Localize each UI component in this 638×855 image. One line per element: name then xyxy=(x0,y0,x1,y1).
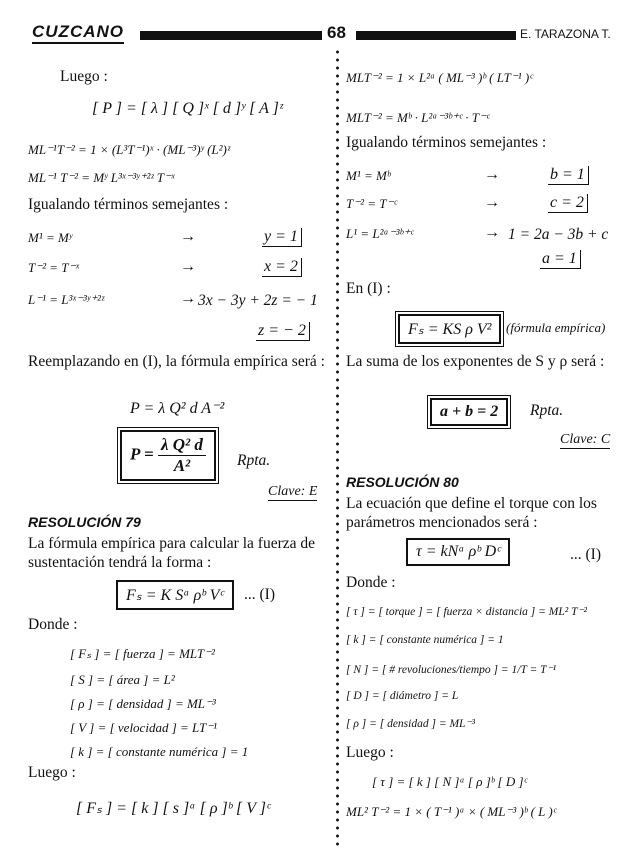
r-row-m-lhs: M¹ = Mᵇ xyxy=(346,168,391,183)
a-result: a = 1 xyxy=(540,250,581,269)
b-result: b = 1 xyxy=(548,166,589,185)
fs-result-box: Fₛ = KS ρ V² xyxy=(398,314,501,344)
r-l-equation: 1 = 2a − 3b + c xyxy=(508,226,609,243)
header-bar-left xyxy=(140,31,322,40)
en-i-label: En (I) : xyxy=(346,280,391,297)
row-m-lhs: M¹ = Mʸ xyxy=(28,230,73,245)
def-n: [ N ] = [ # revoluciones/tiempo ] = 1/T = T⁻¹ xyxy=(346,664,557,676)
r-row-l-lhs: L¹ = L²ᵃ⁻³ᵇ⁺ᶜ xyxy=(346,226,414,241)
formula-label: ... (I) xyxy=(244,586,275,603)
r-eq1: MLT⁻² = 1 × L²ᵃ ( ML⁻³ )ᵇ ( LT⁻¹ )ᶜ xyxy=(346,70,533,85)
x-result: x = 2 xyxy=(262,258,302,277)
row-t-lhs: T⁻² = T⁻ˣ xyxy=(28,260,80,275)
reemplazando-text: Reemplazando en (I), la fórmula empírica será : xyxy=(28,353,325,370)
clave-c: Clave: C xyxy=(560,432,611,447)
r-eq2: MLT⁻² = Mᵇ · L²ᵃ⁻³ᵇ⁺ᶜ · T⁻ᶜ xyxy=(346,110,490,125)
tau-dim-equation: [ τ ] = [ k ] [ N ]ᵃ [ ρ ]ᵇ [ D ]ᶜ xyxy=(372,774,527,789)
ab-result-box: a + b = 2 xyxy=(430,398,508,426)
r-row-t-lhs: T⁻² = T⁻ᶜ xyxy=(346,196,397,211)
arrow-icon: → xyxy=(180,258,196,275)
suma-text: La suma de los exponentes de S y ρ será : xyxy=(346,353,605,370)
y-result: y = 1 xyxy=(262,228,302,247)
def-v: [ V ] = [ velocidad ] = LT⁻¹ xyxy=(70,720,217,735)
z-result: z = − 2 xyxy=(256,322,310,341)
row-l-lhs: L⁻¹ = L³ˣ⁻³ʸ⁺²ᶻ xyxy=(28,292,105,307)
def-s: [ S ] = [ área ] = L² xyxy=(70,672,175,687)
p-lhs: P = xyxy=(130,444,154,464)
arrow-icon: → xyxy=(484,166,500,183)
resolucion-79-title: RESOLUCIÓN 79 xyxy=(28,514,141,530)
def-fs: [ Fₛ ] = [ fuerza ] = MLT⁻² xyxy=(70,646,215,661)
p-denominator: A² xyxy=(173,456,191,475)
resolucion-80-text: La ecuación que define el torque con los parámetros mencionados será : xyxy=(346,495,597,531)
p-result-box xyxy=(120,430,216,481)
formula-box: Fₛ = K Sᵃ ρᵇ Vᶜ xyxy=(116,580,234,610)
igualando-label: Igualando términos semejantes : xyxy=(28,196,229,213)
fs-note: (fórmula empírica) xyxy=(506,320,606,335)
def-k: [ k ] = [ constante numérica ] = 1 xyxy=(70,744,249,759)
dim-substitution: ML⁻¹T⁻² = 1 × (L³T⁻¹)ˣ · (ML⁻³)ʸ (L²)ᶻ xyxy=(28,142,231,157)
tau-label: ... (I) xyxy=(570,546,601,563)
resolucion-80-title: RESOLUCIÓN 80 xyxy=(346,474,459,490)
def-rho-r: [ ρ ] = [ densidad ] = ML⁻³ xyxy=(346,718,475,730)
arrow-icon: → xyxy=(484,194,500,211)
r-igualando-label: Igualando términos semejantes : xyxy=(346,134,547,151)
rpta-label: Rpta. xyxy=(237,452,271,469)
luego-label-2: Luego : xyxy=(28,764,76,781)
header-bar-right xyxy=(356,31,516,40)
r-donde-label: Donde : xyxy=(346,574,396,591)
arrow-icon: → xyxy=(180,228,196,245)
page-number: 68 xyxy=(327,23,346,42)
fs-dim-equation: [ Fₛ ] = [ k ] [ s ]ᵃ [ ρ ]ᵇ [ V ]ᶜ xyxy=(76,800,271,817)
def-rho: [ ρ ] = [ densidad ] = ML⁻³ xyxy=(70,696,216,711)
empirical-p: P = λ Q² d A⁻² xyxy=(130,400,225,417)
clave-e: Clave: E xyxy=(268,484,318,499)
def-k-r: [ k ] = [ constante numérica ] = 1 xyxy=(346,634,504,646)
tau-formula-box: τ = kNᵃ ρᵇ Dᶜ xyxy=(406,538,510,566)
dim-equation: [ P ] = [ λ ] [ Q ]ˣ [ d ]ʸ [ A ]ᶻ xyxy=(92,100,283,117)
column-divider xyxy=(336,48,339,848)
c-result: c = 2 xyxy=(548,194,588,213)
dim-expanded: ML⁻¹ T⁻² = Mʸ L³ˣ⁻³ʸ⁺²ᶻ T⁻ˣ xyxy=(28,170,175,185)
def-tau: [ τ ] = [ torque ] = [ fuerza × distancia ] = ML² T⁻² xyxy=(346,606,587,618)
def-d: [ D ] = [ diámetro ] = L xyxy=(346,690,459,702)
p-numerator: λ Q² d xyxy=(158,435,206,456)
l-equation: 3x − 3y + 2z = − 1 xyxy=(198,292,318,309)
luego-label: Luego : xyxy=(60,68,108,85)
arrow-icon: → xyxy=(484,224,500,241)
arrow-icon: → xyxy=(180,290,196,307)
publisher-logo: CUZCANO xyxy=(32,22,124,44)
donde-label: Donde : xyxy=(28,616,78,633)
tau-substitution: ML² T⁻² = 1 × ( T⁻¹ )ᵃ × ( ML⁻³ )ᵇ ( L )ᶜ xyxy=(346,804,557,819)
author-name: E. TARAZONA T. xyxy=(520,27,611,41)
r-rpta-label: Rpta. xyxy=(530,402,564,419)
resolucion-79-text: La fórmula empírica para calcular la fuerza de sustentación tendrá la forma : xyxy=(28,535,315,571)
r-luego-label: Luego : xyxy=(346,744,394,761)
